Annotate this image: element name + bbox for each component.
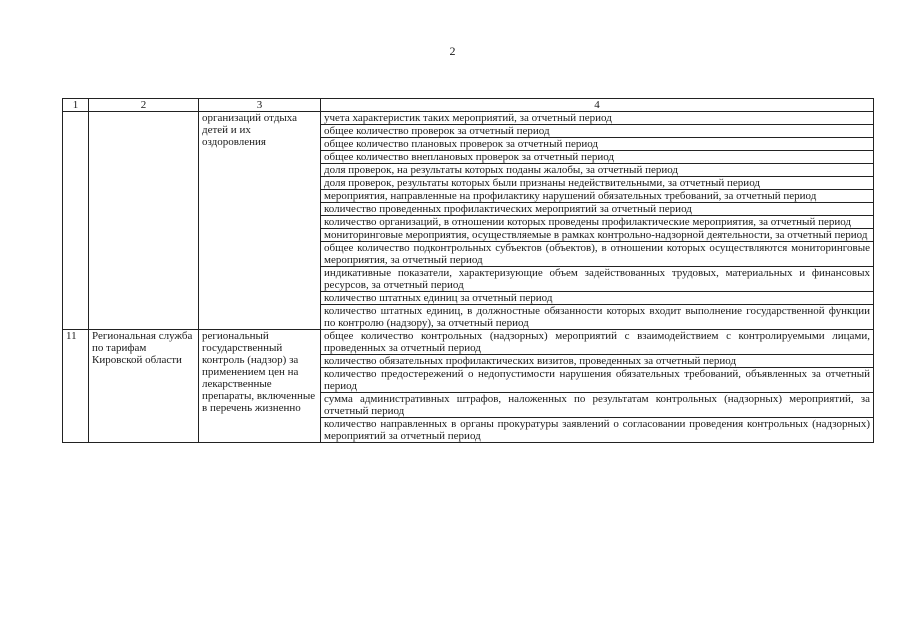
header-col-3: 3 <box>199 99 321 112</box>
group-prev-function-cell: организаций отдыха детей и их оздоровления <box>199 112 321 330</box>
indicator-cell: количество организаций, в отношении которых проведены профилактические мероприятия, за отчетный период <box>321 216 874 229</box>
indicator-cell: индикативные показатели, характеризующие объем задействованных трудовых, материальных и финансовых ресурсов, за отчетный период <box>321 267 874 292</box>
group-prev <box>63 112 874 330</box>
table-header-row <box>63 99 874 112</box>
header-col-4: 4 <box>321 99 874 112</box>
page-number: 2 <box>449 44 456 58</box>
indicator-cell: количество штатных единиц, в должностные обязанности которых входит выполнение государственной функции по контролю (надзору), за отчетный период <box>321 305 874 330</box>
indicator-cell: доля проверок, результаты которых были признаны недействительными, за отчетный период <box>321 177 874 190</box>
group-11 <box>63 330 874 443</box>
indicator-cell: общее количество подконтрольных субъектов (объектов), в отношении которых осуществляются мониторинговые мероприятия, за отчетный период <box>321 242 874 267</box>
indicator-cell: общее количество контрольных (надзорных) мероприятий с взаимодействием с контролируемыми лицами, проведенных за отчетный период <box>321 330 874 355</box>
group-prev-org-cell <box>89 112 199 330</box>
header-col-1: 1 <box>63 99 89 112</box>
table-row <box>63 330 874 355</box>
indicator-cell: количество направленных в органы прокуратуры заявлений о согласовании проведения контрольных (надзорных) мероприятий за отчетный период <box>321 418 874 443</box>
group-11-org-cell: Региональная служба по тарифам Кировской области <box>89 330 199 443</box>
indicator-cell: учета характеристик таких мероприятий, за отчетный период <box>321 112 874 125</box>
indicator-cell: количество штатных единиц за отчетный период <box>321 292 874 305</box>
indicator-cell: общее количество внеплановых проверок за отчетный период <box>321 151 874 164</box>
indicator-cell: общее количество плановых проверок за отчетный период <box>321 138 874 151</box>
indicator-cell: доля проверок, на результаты которых поданы жалобы, за отчетный период <box>321 164 874 177</box>
indicator-cell: количество предостережений о недопустимости нарушения обязательных требований, объявленных за отчетный период <box>321 368 874 393</box>
group-prev-num-cell <box>63 112 89 330</box>
indicator-cell: сумма административных штрафов, наложенных по результатам контрольных (надзорных) мероприятий, за отчетный период <box>321 393 874 418</box>
indicator-cell: количество обязательных профилактических визитов, проведенных за отчетный период <box>321 355 874 368</box>
indicator-cell: мониторинговые мероприятия, осуществляемые в рамках контрольно-надзорной деятельности, за отчетный период <box>321 229 874 242</box>
group-11-num-cell: 11 <box>63 330 89 443</box>
indicator-cell: количество проведенных профилактических мероприятий за отчетный период <box>321 203 874 216</box>
indicator-cell: общее количество проверок за отчетный период <box>321 125 874 138</box>
indicator-cell: мероприятия, направленные на профилактику нарушений обязательных требований, за отчетный период <box>321 190 874 203</box>
table-row <box>63 112 874 125</box>
header-col-2: 2 <box>89 99 199 112</box>
group-11-function-cell: региональный государственный контроль (надзор) за применением цен на лекарственные препараты, включенные в перечень жизненно <box>199 330 321 443</box>
indicators-table <box>62 98 874 443</box>
